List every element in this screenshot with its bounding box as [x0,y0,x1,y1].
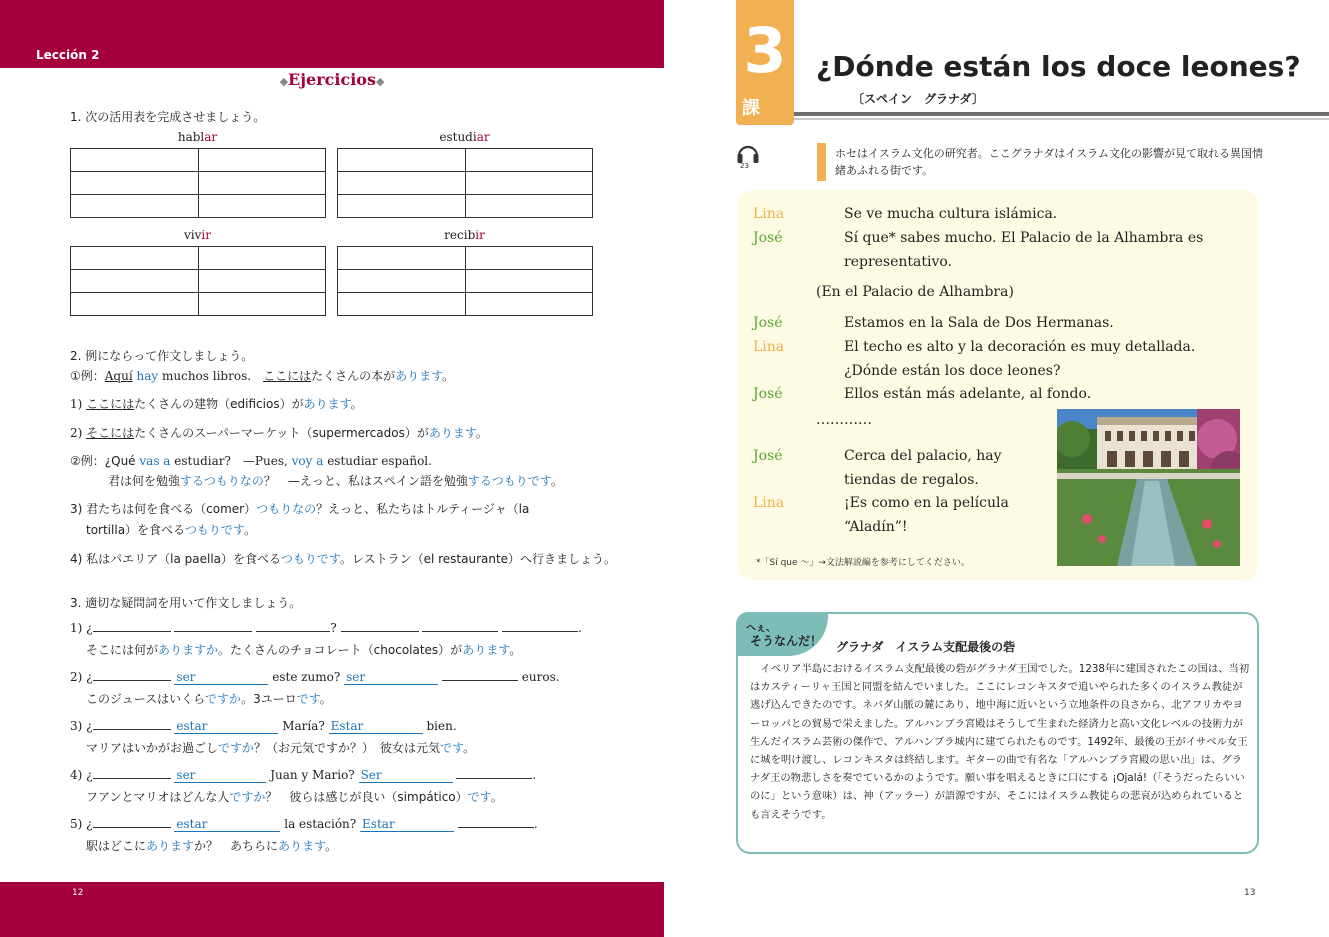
section-title-text: Ejercicios [288,70,376,89]
table-cell[interactable] [199,270,326,292]
speaker-jose: José [753,230,783,246]
answer-filled[interactable]: ser [174,768,266,783]
conjugation-table [337,246,593,316]
lesson-kanji: 課 [742,98,760,119]
answer-filled[interactable]: ser [344,670,438,685]
table-cell[interactable] [199,172,326,194]
info-tag-line2: そうなんだ！ [750,634,823,648]
alhambra-photo [1057,409,1240,566]
table-cell[interactable] [466,195,593,218]
diamond-icon: ◆ [279,75,289,88]
diamond-icon: ◆ [375,75,385,88]
answer-blank[interactable] [174,620,252,632]
answer-blank[interactable] [256,620,330,632]
q3-item-5-jp: 駅はどこにありますか？ あちらにあります。 [86,839,338,853]
speaker-lina: Lina [753,206,785,222]
answer-filled[interactable]: Estar [329,719,423,734]
q2-instruction: 2. 例にならって作文しましょう。 [70,349,254,363]
table-cell[interactable] [199,247,326,269]
table-cell[interactable] [71,247,199,269]
answer-blank[interactable] [458,816,534,828]
lesson-number: 3 [743,14,787,87]
speaker-lina: Lina [753,495,785,511]
answer-blank[interactable] [93,718,171,730]
q3-item-2-jp: このジュースはいくらですか。3ユーロです。 [86,692,332,706]
table-cell[interactable] [199,293,326,316]
table-cell[interactable] [71,172,199,194]
table-cell[interactable] [71,293,199,316]
q3-item-4: 4) ¿ ser Juan y Mario? Ser . [70,768,537,782]
q2-example-2: ②例：¿Qué vas a estudiar? —Pues, voy a estudiar español. [70,454,432,468]
q3-item-1-jp: そこには何がありますか。たくさんのチョコレート（chocolates）があります。 [86,643,522,657]
left-page [0,0,664,937]
table-cell[interactable] [338,293,466,316]
answer-blank[interactable] [93,767,171,779]
q2-item-3: 3) 君たちは何を食べる（comer）つもりなの？えっと、私たちはトルティージャ（la [70,502,530,516]
dialogue-line: ¿Dónde están los doce leones? [844,363,1061,379]
page-number: 12 [72,888,84,898]
verb-label: vivir [184,228,211,242]
dialogue-line: Cerca del palacio, hay [844,448,1002,464]
footer-bar [0,882,664,937]
dialogue-line: ¡Es como en la película [844,495,1009,511]
table-cell[interactable] [338,270,466,292]
answer-blank[interactable] [93,669,171,681]
speaker-jose: José [753,386,783,402]
scene-direction: (En el Palacio de Alhambra) [816,284,1014,300]
answer-filled[interactable]: Estar [360,817,454,832]
table-cell[interactable] [338,149,466,171]
page-title: ¿Dónde están los doce leones? [816,50,1301,83]
answer-blank[interactable] [442,669,518,681]
section-title [0,70,664,89]
answer-blank[interactable] [422,620,498,632]
verb-label: estudiar [439,130,490,144]
q3-item-3-jp: マリアはいかがお過ごしですか？（お元気ですか？） 彼女は元気です。 [86,741,476,755]
dialogue-line: Se ve mucha cultura islámica. [844,206,1058,222]
speaker-jose: José [753,315,783,331]
dialogue-ellipsis: ………… [816,412,872,428]
q2-item-2: 2) そこにはたくさんのスーパーマーケット（supermercados）があります。 [70,426,488,440]
dialogue-line: Sí que* sabes mucho. El Palacio de la Alhambra es [844,230,1204,246]
info-tag-line1: へぇ、 [746,623,776,634]
q3-item-5: 5) ¿ estar la estación? Estar . [70,817,538,831]
table-cell[interactable] [338,172,466,194]
verb-label: recibir [444,228,485,242]
q2-example-1: ①例：Aquí hay muchos libros. ここにはたくさんの本があります。 [70,369,455,383]
track-number: 23 [740,162,749,170]
table-cell[interactable] [466,247,593,269]
conjugation-table [70,246,326,316]
q3-item-2: 2) ¿ ser este zumo? ser euros. [70,670,560,684]
header-bar [0,0,664,68]
footnote: *「Sí que ～」→文法解説編を参考にしてください。 [756,558,970,568]
table-cell[interactable] [71,149,199,171]
verb-label: hablar [177,130,218,144]
page-subtitle: 〔スペイン グラナダ〕 [852,92,985,106]
q2-item-4: 4) 私はパエリア（la paella）を食べるつもりです。レストラン（el restaurante）へ行きましょう。 [70,552,617,566]
table-cell[interactable] [199,149,326,171]
intro-text: ホセはイスラム文化の研究者。ここグラナダはイスラム文化の影響が見て取れる異国情緒あふれる街です。 [835,147,1264,177]
q3-instruction: 3. 適切な疑問詞を用いて作文しましょう。 [70,596,302,610]
table-cell[interactable] [338,195,466,218]
answer-blank[interactable] [93,620,171,632]
answer-filled[interactable]: estar [174,817,280,832]
info-title: グラナダ イスラム支配最後の砦 [836,640,1016,654]
q1-instruction: 1. 次の活用表を完成させましょう。 [70,110,266,124]
dialogue-line: “Aladín”! [844,519,908,535]
conjugation-table [70,148,326,218]
dialogue-line: representativo. [844,254,953,270]
q2-item-1: 1) ここにはたくさんの建物（edificios）があります。 [70,397,363,411]
answer-blank[interactable] [93,816,171,828]
table-cell[interactable] [466,149,593,171]
dialogue-line: Estamos en la Sala de Dos Hermanas. [844,315,1114,331]
info-text: イベリア半島におけるイスラム支配最後の砦がグラナダ王国でした。1238年に建国されたこの国は、当初はカスティーリャ王国と同盟を結んでいました。ここにレコンキスタで追いやられた多くのイスラム教徒が逃げ込んできたのです。ネバダ山脈の麓にあり、地中海に近いという立地条件の良さから、北アフリカやヨーロッパとの貿易で栄えました。アルハンブラ宮殿はそうして生まれた経済力と高い文化レベルの技術力が生んだイスラム芸術の傑作で、アルハンブラ城内に建てられたものです。1492年、最後の王がイサベル女王に城を明け渡し、レコンキスタは終結します。ギターの曲で有名な「アルハンブラ宮殿の思い出」は、グラナダ王の物悲しさを奏でているかのようです。願い事を唱えるときに口にする ¡Ojalá!（「そうだったらいいのに」という意味）は、神（アッラー）が語源ですが、そこにはイスラム教徒らの悲哀が込められているとも言えそうです。 [750,663,1250,821]
q3-item-3: 3) ¿ estar María? Estar bien. [70,719,457,733]
speaker-lina: Lina [753,339,785,355]
answer-blank[interactable] [456,767,532,779]
title-rule-light [794,118,1329,120]
right-page [664,0,1329,937]
table-cell[interactable] [466,293,593,316]
answer-blank[interactable] [341,620,419,632]
q2-item-3-cont: tortilla）を食べるつもりです。 [86,523,256,537]
answer-filled[interactable]: estar [174,719,278,734]
table-cell[interactable] [466,172,593,194]
q3-item-1: 1) ¿ ? . [70,621,582,635]
dialogue-line: El techo es alto y la decoración es muy detallada. [844,339,1196,355]
intro-accent [817,143,826,181]
table-cell[interactable] [71,195,199,218]
title-rule [794,112,1329,116]
table-cell[interactable] [338,247,466,269]
q2-example-2-jp: 君は何を勉強するつもりなの？ —えっと、私はスペイン語を勉強するつもりです。 [108,474,563,488]
table-cell[interactable] [71,270,199,292]
q3-item-4-jp: フアンとマリオはどんな人ですか？ 彼らは感じが良い（simpático）です。 [86,790,503,804]
speaker-jose: José [753,448,783,464]
page-number: 13 [1244,888,1256,898]
conjugation-table [337,148,593,218]
table-cell[interactable] [199,195,326,218]
dialogue-line: tiendas de regalos. [844,472,979,488]
answer-filled[interactable]: ser [174,670,268,685]
answer-filled[interactable]: Ser [359,768,453,783]
table-cell[interactable] [466,270,593,292]
lesson-label: Lección 2 [36,48,100,62]
answer-blank[interactable] [502,620,578,632]
dialogue-line: Ellos están más adelante, al fondo. [844,386,1092,402]
